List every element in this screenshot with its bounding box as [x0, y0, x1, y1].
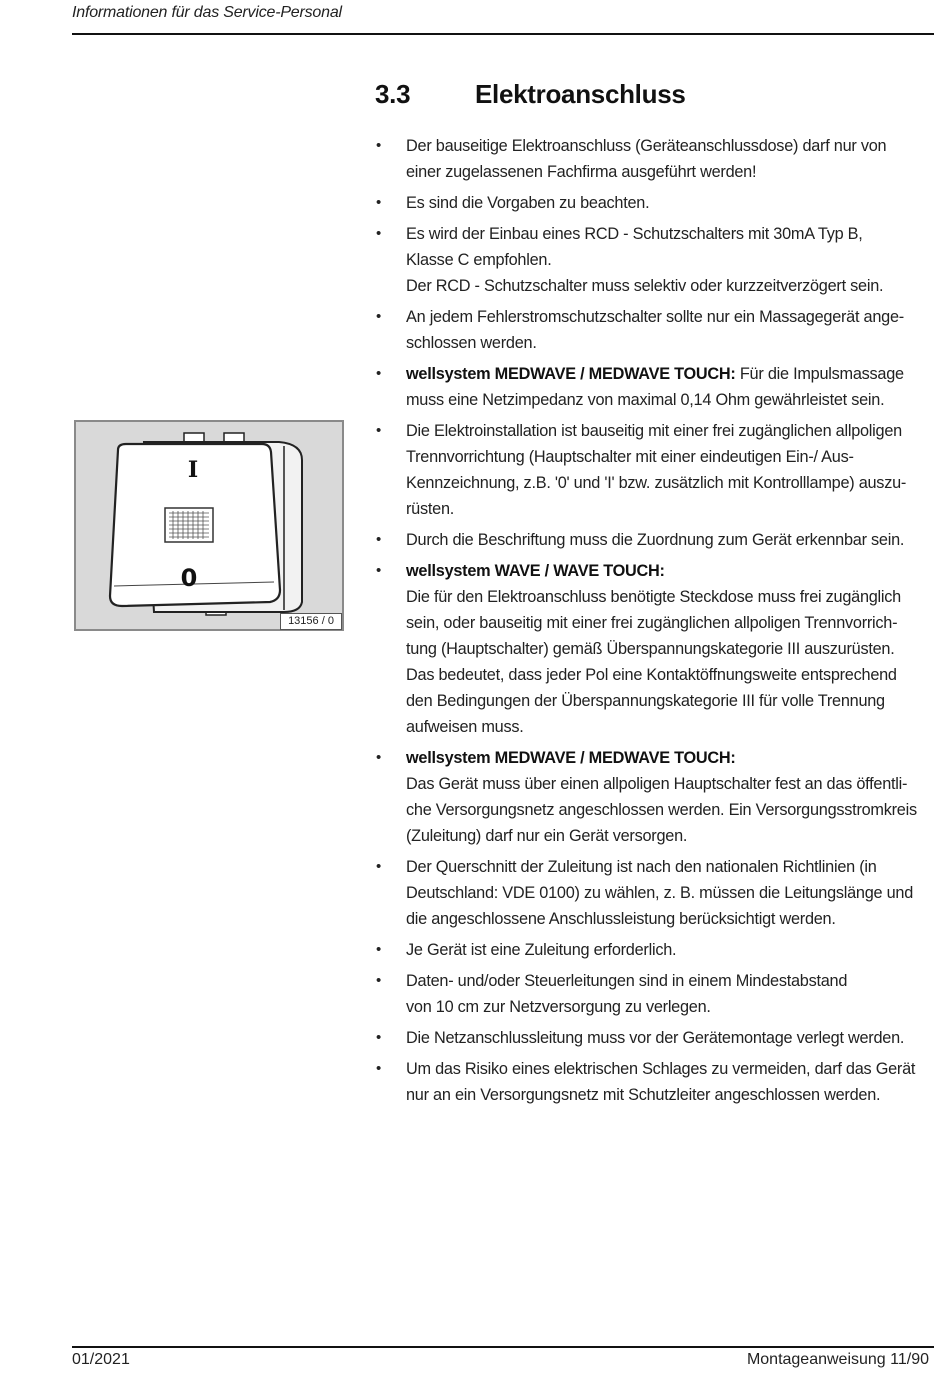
bullet-point: •	[376, 225, 382, 242]
bullet-point: •	[376, 422, 382, 439]
item-line: tung (Hauptschalter) gemäß Überspannungskategorie III auszurüsten.	[406, 640, 895, 658]
item-line: Der RCD - Schutzschalter muss selektiv oder kurzzeitverzögert sein.	[406, 277, 884, 295]
item-bold-lead: wellsystem WAVE / WAVE TOUCH:	[406, 562, 665, 580]
list-item	[376, 221, 928, 299]
item-line: den Bedingungen der Überspannungskategorie III für volle Trennung	[406, 692, 885, 710]
bullet-point: •	[376, 1029, 382, 1046]
list-item	[376, 854, 928, 932]
item-line	[406, 361, 928, 387]
list-item	[376, 361, 928, 413]
bullet-point: •	[376, 858, 382, 875]
list-item	[376, 527, 928, 553]
bullet-point: •	[376, 194, 382, 211]
item-line: Es sind die Vorgaben zu beachten.	[406, 194, 650, 212]
item-line: Um das Risiko eines elektrischen Schlages zu vermeiden, darf das Gerät	[406, 1060, 916, 1078]
list-item	[376, 418, 928, 522]
item-line: (Zuleitung) darf nur ein Gerät versorgen.	[406, 827, 688, 845]
item-line: Es wird der Einbau eines RCD - Schutzschalters mit 30mA Typ B,	[406, 225, 863, 243]
switch-on-symbol: I	[187, 457, 199, 483]
item-line: Deutschland: VDE 0100) zu wählen, z. B. müssen die Leitungslänge und	[406, 884, 914, 902]
item-line: Das bedeutet, dass jeder Pol eine Kontaktöffnungsweite entsprechend	[406, 666, 897, 684]
switch-figure	[74, 420, 344, 631]
list-item	[376, 745, 928, 849]
bullet-point: •	[376, 1060, 382, 1077]
item-line: Die für den Elektroanschluss benötigte Steckdose muss frei zugänglich	[406, 588, 901, 606]
list-item	[376, 968, 928, 1020]
list-item	[376, 133, 928, 185]
item-line: aufweisen muss.	[406, 718, 524, 736]
list-item	[376, 1025, 928, 1051]
item-line: die angeschlossene Anschlussleistung berücksichtigt werden.	[406, 910, 836, 928]
list-item	[376, 190, 928, 216]
bullet-point: •	[376, 749, 382, 766]
bullet-point: •	[376, 941, 382, 958]
bullet-point: •	[376, 137, 382, 154]
item-line: Klasse C empfohlen.	[406, 251, 552, 269]
switch-off-symbol: 0	[180, 564, 198, 592]
item-line: Das Gerät muss über einen allpoligen Hauptschalter fest an das öffentli-	[406, 775, 908, 793]
section-heading	[375, 79, 686, 110]
footer-divider	[72, 1346, 934, 1348]
item-line: Daten- und/oder Steuerleitungen sind in einem Mindestabstand	[406, 972, 848, 990]
bullet-point: •	[376, 365, 382, 382]
item-line: sein, oder bauseitig mit einer frei zugänglichen allpoligen Trennvorrich-	[406, 614, 898, 632]
item-bold-lead: wellsystem MEDWAVE / MEDWAVE TOUCH:	[406, 749, 736, 767]
list-item	[376, 937, 928, 963]
bullet-point: •	[376, 562, 382, 579]
item-line: Trennvorrichtung (Hauptschalter mit einer eindeutigen Ein-/ Aus-	[406, 448, 854, 466]
item-line: von 10 cm zur Netzversorgung zu verlegen.	[406, 998, 711, 1016]
item-line: An jedem Fehlerstromschutzschalter sollte nur ein Massagegerät ange-	[406, 308, 904, 326]
item-line: Die Elektroinstallation ist bauseitig mit einer frei zugänglichen allpoligen	[406, 422, 902, 440]
footer-date: 01/2021	[72, 1351, 130, 1368]
item-line: Der Querschnitt der Zuleitung ist nach den nationalen Richtlinien (in	[406, 858, 877, 876]
bullet-point: •	[376, 531, 382, 548]
bullet-list	[376, 133, 928, 1113]
header-divider	[72, 33, 934, 35]
list-item	[376, 1056, 928, 1108]
item-line: che Versorgungsnetz angeschlossen werden. Ein Versorgungsstromkreis	[406, 801, 917, 819]
item-line: Kennzeichnung, z.B. '0' und 'I' bzw. zusätzlich mit Kontrolllampe) auszu-	[406, 474, 907, 492]
bullet-point: •	[376, 972, 382, 989]
list-item	[376, 304, 928, 356]
item-line: schlossen werden.	[406, 334, 537, 352]
section-title: Elektroanschluss	[475, 79, 686, 109]
item-line: einer zugelassenen Fachfirma ausgeführt werden!	[406, 163, 757, 181]
item-line: Durch die Beschriftung muss die Zuordnung zum Gerät erkennbar sein.	[406, 531, 905, 549]
item-line: Der bauseitige Elektroanschluss (Geräteanschlussdose) darf nur von	[406, 137, 887, 155]
item-line: nur an ein Versorgungsnetz mit Schutzleiter angeschlossen werden.	[406, 1086, 881, 1104]
page-header: Informationen für das Service-Personal	[72, 4, 342, 21]
item-text: Für die Impulsmassage	[735, 365, 904, 383]
item-line: Die Netzanschlussleitung muss vor der Gerätemontage verlegt werden.	[406, 1029, 905, 1047]
footer-page-number: Montageanweisung 11/90	[746, 1351, 929, 1368]
wall-main-switch-icon	[74, 420, 344, 631]
item-line: rüsten.	[406, 500, 455, 518]
list-item	[376, 558, 928, 740]
bullet-point: •	[376, 308, 382, 325]
figure-label: 13156 / 0	[280, 613, 342, 630]
item-line: Je Gerät ist eine Zuleitung erforderlich.	[406, 941, 677, 959]
section-number: 3.3	[375, 79, 411, 109]
item-line: muss eine Netzimpedanz von maximal 0,14 Ohm gewährleistet sein.	[406, 391, 885, 409]
item-line	[406, 558, 928, 584]
item-line	[406, 745, 928, 771]
item-bold-lead: wellsystem MEDWAVE / MEDWAVE TOUCH:	[406, 365, 736, 383]
